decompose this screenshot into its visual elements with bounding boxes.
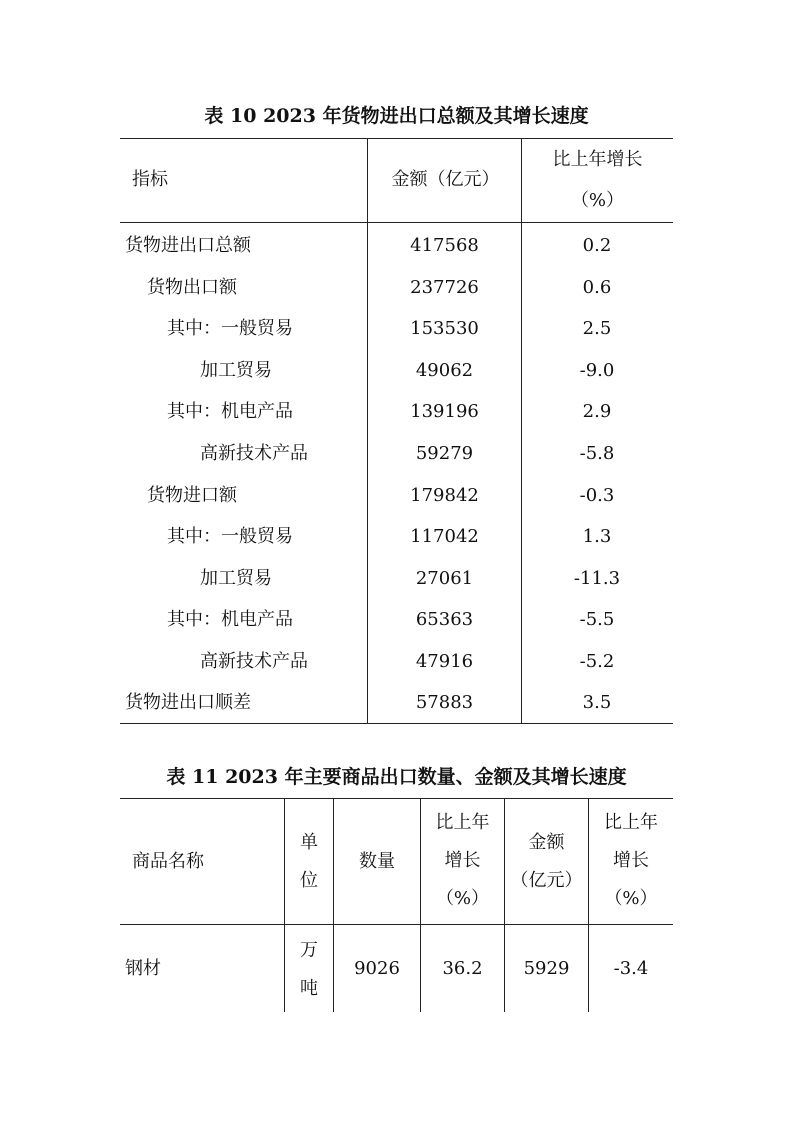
row-amount: 5929 (523, 958, 570, 979)
top-rule (120, 138, 673, 139)
row-growth: -5.5 (579, 609, 615, 630)
row-growth: -5.2 (579, 651, 615, 672)
row-amount: 47916 (415, 651, 474, 672)
header-indicator: 指标 (132, 169, 168, 190)
row-amount: 65363 (415, 609, 474, 630)
row-label: 其中：一般贸易 (167, 526, 293, 547)
header-quantity: 数量 (359, 851, 395, 872)
row-amount: 117042 (410, 526, 479, 547)
table-11 (120, 798, 673, 1012)
row-growth: 1.3 (582, 526, 612, 547)
row-amount: 57883 (415, 692, 474, 713)
header-qty-growth (421, 804, 504, 918)
row-label: 加工贸易 (200, 360, 272, 381)
column-divider (367, 138, 368, 724)
row-unit (285, 930, 333, 1010)
header-growth-line2: （%） (570, 190, 625, 211)
row-unit-line1: 万 (300, 940, 318, 961)
row-amount: 139196 (410, 401, 479, 422)
header-amt-growth-line1: 比上年 (604, 812, 658, 833)
table-10-title: 表 10 2023 年货物进出口总额及其增长速度 (204, 105, 589, 127)
header-qty-growth-line1: 比上年 (435, 812, 490, 833)
row-label: 其中：机电产品 (167, 609, 293, 630)
row-amount: 153530 (410, 318, 479, 339)
column-divider (521, 138, 522, 724)
row-amt-growth: -3.4 (613, 958, 649, 979)
row-unit-line2: 吨 (300, 978, 318, 999)
header-amount-line2: （亿元） (510, 870, 583, 891)
row-growth: 3.5 (582, 692, 612, 713)
header-qty-growth-line2: 增长 (444, 850, 481, 871)
row-label: 货物进口额 (147, 485, 237, 506)
header-amount: 金额（亿元） (391, 169, 500, 190)
row-label: 货物进出口总额 (125, 235, 251, 256)
header-rule (120, 222, 673, 223)
row-amount: 27061 (415, 568, 474, 589)
row-label: 加工贸易 (200, 568, 272, 589)
row-label: 高新技术产品 (200, 443, 308, 464)
header-unit (285, 812, 333, 912)
row-amount: 237726 (410, 277, 479, 298)
header-amount (505, 822, 588, 902)
row-growth: 2.9 (582, 401, 612, 422)
header-amt-growth-line3: （%） (604, 888, 658, 909)
header-name: 商品名称 (132, 851, 204, 872)
header-amt-growth (589, 804, 673, 918)
row-quantity: 9026 (354, 958, 400, 979)
header-unit-line1: 单 (300, 832, 318, 853)
row-label: 高新技术产品 (200, 651, 308, 672)
table-11-title: 表 11 2023 年主要商品出口数量、金额及其增长速度 (166, 766, 627, 788)
header-unit-line2: 位 (300, 870, 318, 891)
row-growth: -11.3 (573, 568, 621, 589)
row-label: 其中：一般贸易 (167, 318, 293, 339)
row-growth: 0.6 (582, 277, 612, 298)
row-growth: 0.2 (582, 235, 612, 256)
row-name: 钢材 (125, 958, 161, 979)
row-amount: 59279 (415, 443, 474, 464)
header-rule (120, 924, 673, 925)
row-growth: 2.5 (582, 318, 612, 339)
table-10 (120, 138, 673, 724)
top-rule (120, 798, 673, 799)
row-label: 货物出口额 (147, 277, 237, 298)
row-growth: -9.0 (579, 360, 615, 381)
row-growth: -5.8 (579, 443, 615, 464)
row-label: 货物进出口顺差 (125, 692, 251, 713)
header-growth-line1: 比上年增长 (552, 149, 643, 170)
row-growth: -0.3 (579, 485, 615, 506)
row-label: 其中：机电产品 (167, 401, 293, 422)
row-amount: 417568 (410, 235, 479, 256)
header-qty-growth-line3: （%） (435, 888, 490, 909)
header-amt-growth-line2: 增长 (613, 850, 649, 871)
row-amount: 49062 (415, 360, 474, 381)
header-amount-line1: 金额 (528, 832, 565, 853)
bottom-rule (120, 723, 673, 724)
row-qty-growth: 36.2 (442, 958, 483, 979)
row-amount: 179842 (410, 485, 479, 506)
